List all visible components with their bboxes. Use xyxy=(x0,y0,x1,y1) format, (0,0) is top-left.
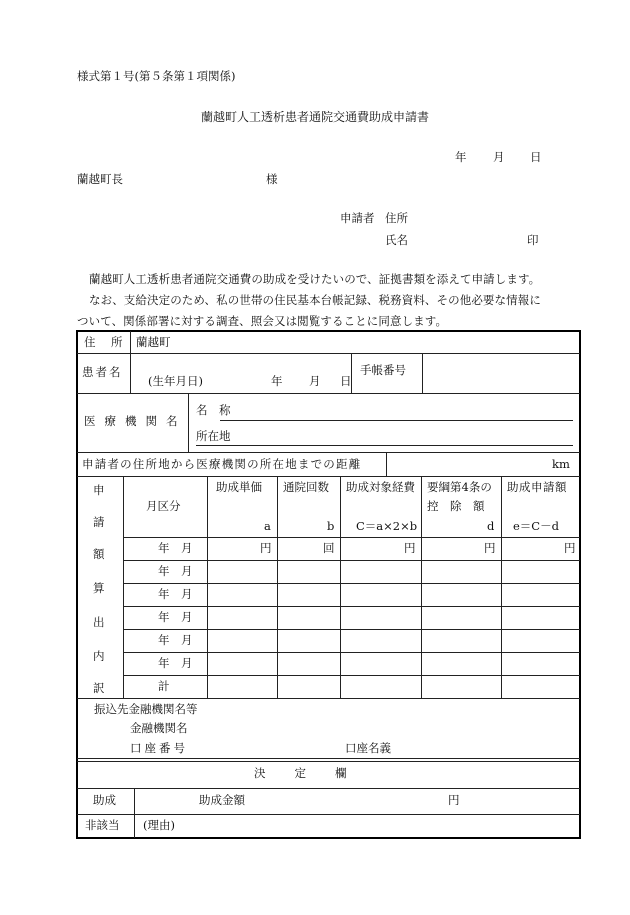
medical-location-label: 所在地 xyxy=(196,429,231,443)
unit-price-sub: a xyxy=(264,519,271,533)
calc-side-char: 出 xyxy=(93,615,105,629)
calc-side-char: 内 xyxy=(93,649,105,663)
body-text-line-1: 蘭越町人工透析患者通院交通費の助成を受けたいので、証拠書類を添えて申請します。 xyxy=(89,272,541,286)
unit-yen: 円 xyxy=(564,541,576,555)
patient-name-label: 患者名 xyxy=(82,365,123,379)
calc-side-char: 申 xyxy=(93,483,105,497)
form-number: 様式第１号(第５条第１項関係) xyxy=(77,69,236,83)
applicant-name-label: 氏名 xyxy=(385,233,408,247)
calc-side-char: 算 xyxy=(93,581,105,595)
addressee: 蘭越町長 xyxy=(77,172,123,186)
medical-name-label: 名 称 xyxy=(196,403,231,417)
unit-times: 回 xyxy=(323,541,335,555)
date-month: 月 xyxy=(493,150,505,164)
unit-yen: 円 xyxy=(484,541,496,555)
birth-month: 月 xyxy=(309,374,321,388)
grant-amount-unit: 円 xyxy=(448,793,460,807)
address-value[interactable]: 蘭越町 xyxy=(136,335,171,349)
applied-amount-header: 助成申請額 xyxy=(507,480,567,494)
grant-label: 助成 xyxy=(93,793,116,807)
decision-title: 決 定 欄 xyxy=(254,766,349,780)
month-row-label: 年 月 xyxy=(158,564,193,578)
birth-year: 年 xyxy=(271,374,283,388)
bank-name-label: 金融機関名 xyxy=(130,721,188,735)
reason-label: (理由) xyxy=(143,818,175,832)
target-cost-header: 助成対象経費 xyxy=(346,480,415,494)
deduction-sub: d xyxy=(487,519,495,533)
birth-day: 日 xyxy=(340,374,352,388)
month-column-header: 月区分 xyxy=(146,499,181,513)
date-day: 日 xyxy=(530,150,542,164)
month-row-label: 年 月 xyxy=(158,633,193,647)
account-name-label: 口座名義 xyxy=(345,741,391,755)
unit-price-header: 助成単価 xyxy=(216,480,262,494)
month-row-label: 年 月 xyxy=(158,656,193,670)
seal-mark: 印 xyxy=(527,233,539,247)
form-title: 蘭越町人工透析患者通院交通費助成申請書 xyxy=(201,110,430,124)
handbook-number-label: 手帳番号 xyxy=(360,363,406,377)
rejection-label: 非該当 xyxy=(85,818,120,832)
total-label: 計 xyxy=(158,679,170,693)
birth-date-label: (生年月日) xyxy=(148,374,203,388)
target-cost-sub: C＝a×2×b xyxy=(356,519,418,533)
account-number-label: 口座番号 xyxy=(130,741,188,755)
applicant-label: 申請者 xyxy=(340,211,375,225)
distance-label: 申請者の住所地から医療機関の所在地までの距離 xyxy=(82,457,362,471)
date-year: 年 xyxy=(455,150,467,164)
body-text-line-2: なお、支給決定のため、私の世帯の住民基本台帳記録、税務資料、その他必要な情報に xyxy=(89,293,541,307)
month-row-label: 年 月 xyxy=(158,587,193,601)
visit-count-header: 通院回数 xyxy=(283,480,329,494)
grant-amount-label: 助成金額 xyxy=(199,793,245,807)
deduction-header-1: 要綱第4条の xyxy=(427,480,492,494)
month-row-label: 年 月 xyxy=(158,541,193,555)
visit-count-sub: b xyxy=(327,519,335,533)
applicant-address-label: 住所 xyxy=(385,211,408,225)
calc-side-char: 訳 xyxy=(93,681,105,695)
handbook-number-field[interactable] xyxy=(424,355,578,391)
medical-institution-label: 医療機関名 xyxy=(84,414,187,428)
distance-unit: km xyxy=(552,457,570,471)
address-label: 住 所 xyxy=(84,335,125,349)
addressee-suffix: 様 xyxy=(266,172,278,186)
unit-yen: 円 xyxy=(260,541,272,555)
deduction-header-2: 控 除 額 xyxy=(427,499,485,513)
calc-side-char: 額 xyxy=(93,547,105,561)
applied-amount-sub: e＝C－d xyxy=(513,519,559,533)
body-text-line-3: ついて、関係部署に対する調査、照会又は閲覧することに同意します。 xyxy=(77,314,448,328)
unit-yen: 円 xyxy=(404,541,416,555)
month-row-label: 年 月 xyxy=(158,610,193,624)
bank-section-title: 振込先金融機関名等 xyxy=(94,702,198,716)
calc-side-char: 請 xyxy=(93,515,105,529)
